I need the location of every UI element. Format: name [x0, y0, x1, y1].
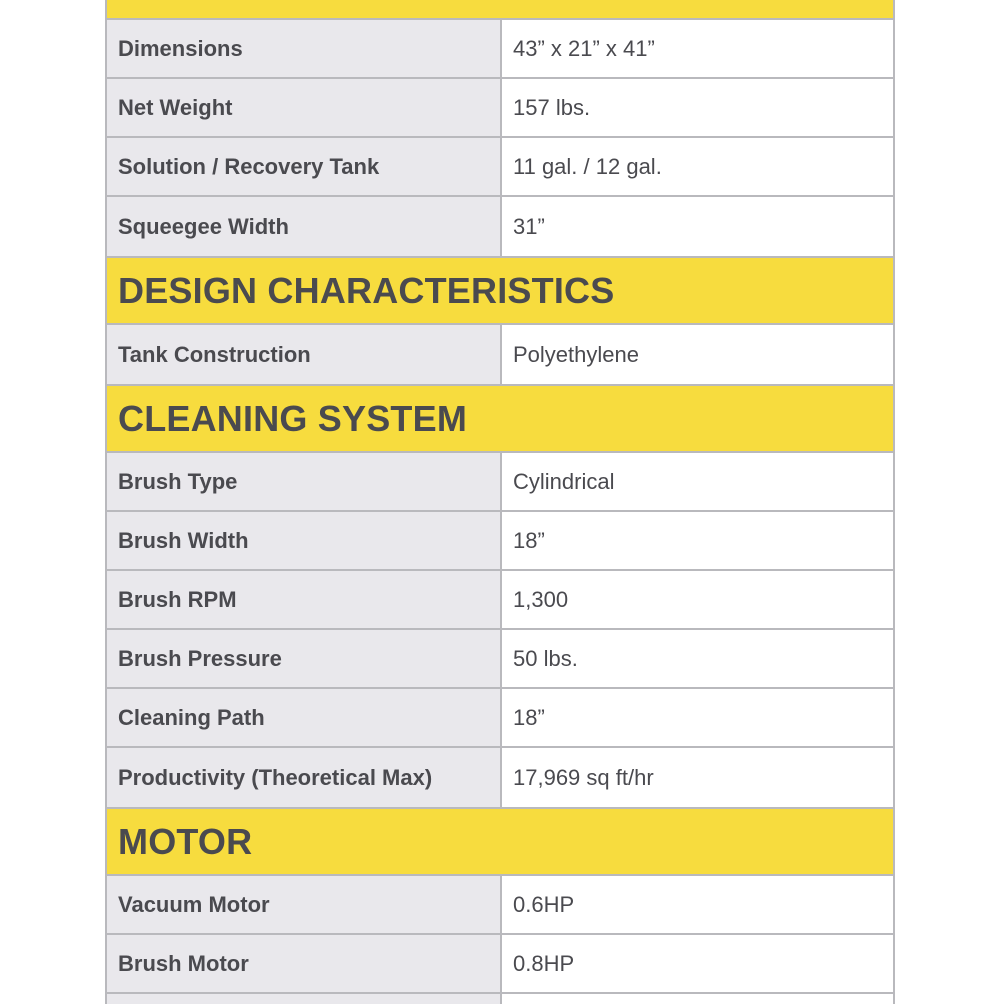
section-header-cleaning: CLEANING SYSTEM	[107, 384, 893, 453]
spec-row-net-weight	[107, 79, 893, 138]
spec-row-productivity	[107, 748, 893, 807]
section-header-stub	[107, 0, 893, 20]
spec-row-brush-type	[107, 453, 893, 512]
section-header-design: DESIGN CHARACTERISTICS	[107, 256, 893, 325]
spec-row-brush-rpm	[107, 571, 893, 630]
spec-value: 50 lbs.	[502, 630, 893, 687]
spec-row-tank-capacity	[107, 138, 893, 197]
spec-label: Brush Motor	[107, 935, 502, 992]
spec-label: Net Weight	[107, 79, 502, 136]
spec-row-brush-pressure	[107, 630, 893, 689]
spec-row-cleaning-path	[107, 689, 893, 748]
spec-label: Vacuum Motor	[107, 876, 502, 933]
spec-value: 11 gal. / 12 gal.	[502, 138, 893, 195]
spec-value: 1,300	[502, 571, 893, 628]
spec-label: Brush Type	[107, 453, 502, 510]
spec-value: 17,969 sq ft/hr	[502, 748, 893, 807]
spec-value: 157 lbs.	[502, 79, 893, 136]
spec-value: Polyethylene	[502, 325, 893, 384]
spec-label: Squeegee Width	[107, 197, 502, 256]
spec-row-vacuum-motor	[107, 876, 893, 935]
spec-label: Tank Construction	[107, 325, 502, 384]
spec-row-partial	[107, 994, 893, 1004]
spec-value: 0.8HP	[502, 935, 893, 992]
spec-label: Solution / Recovery Tank	[107, 138, 502, 195]
spec-row-squeegee-width	[107, 197, 893, 256]
spec-row-tank-construction	[107, 325, 893, 384]
spec-value: 43” x 21” x 41”	[502, 20, 893, 77]
spec-label: Brush Width	[107, 512, 502, 569]
spec-value: 18”	[502, 689, 893, 746]
spec-value: 31”	[502, 197, 893, 256]
spec-value-empty	[502, 994, 893, 1004]
spec-label-empty	[107, 994, 502, 1004]
spec-value: 18”	[502, 512, 893, 569]
spec-label: Productivity (Theoretical Max)	[107, 748, 502, 807]
spec-row-brush-motor	[107, 935, 893, 994]
spec-label: Brush RPM	[107, 571, 502, 628]
spec-value: Cylindrical	[502, 453, 893, 510]
spec-label: Cleaning Path	[107, 689, 502, 746]
spec-label: Dimensions	[107, 20, 502, 77]
spec-value: 0.6HP	[502, 876, 893, 933]
spec-label: Brush Pressure	[107, 630, 502, 687]
spec-row-brush-width	[107, 512, 893, 571]
spec-row-dimensions	[107, 20, 893, 79]
section-header-motor: MOTOR	[107, 807, 893, 876]
spec-table	[105, 0, 895, 1004]
